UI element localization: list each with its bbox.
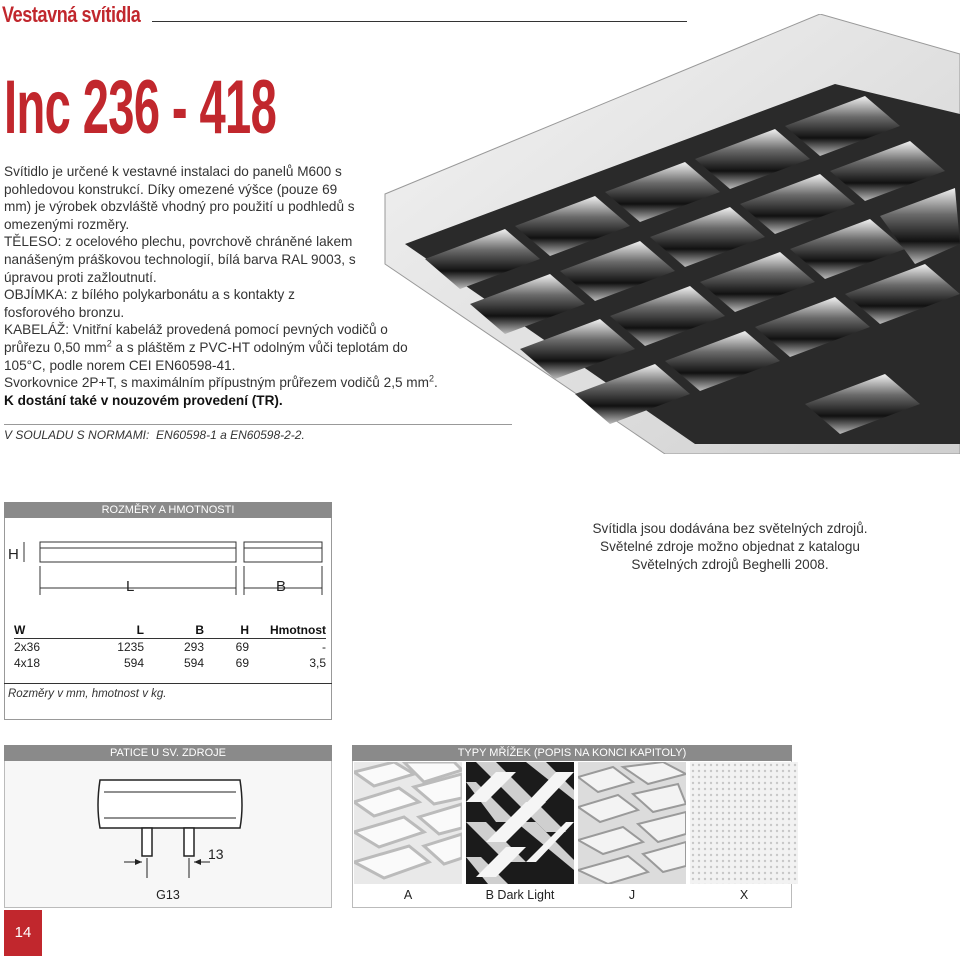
cell: 69 [235,656,249,670]
dimensions-header: ROZMĚRY A HMOTNOSTI [4,502,332,518]
norms-label: V SOULADU S NORMAMI: [4,428,150,442]
col-h: H [240,623,249,637]
description-socket: OBJÍMKA: z bílého polykarbonátu a s kontakty z fosforového bronzu. [4,287,295,320]
cell: 2x36 [14,640,41,654]
dimensions-table [14,622,326,671]
base-dim-label: 13 [208,846,224,862]
wiring-sup: 2 [106,338,112,349]
dim-label-h: H [8,546,19,563]
terminal-text-b: . [433,375,438,391]
cell: 3,5 [309,656,326,670]
cell: 1235 [117,640,144,654]
dimensions-rule [4,683,332,684]
terminal-text-a: Svorkovnice 2P+T, s maximálním přípustným průřezem vodičů 2,5 mm [4,375,429,391]
dimensions-diagram [4,520,332,610]
light-source-note [520,520,940,574]
description-emergency: K dostání také v nouzovém provedení (TR). [4,392,283,408]
grid-j-label: J [628,888,636,902]
table-header-row [14,622,326,639]
description-intro: Svítidlo je určené k vestavné instalaci do panelů M600 s pohledovou konstrukcí. Díky omezené výšce (pouze 69 mm) je výrobek obzvláště vhodný pro použití u podhledů s omezenými rozměry. [4,164,355,232]
grid-a-image [354,762,462,884]
dim-label-b: B [276,578,287,595]
col-w: W [14,623,26,637]
cell: 293 [183,640,204,654]
norms-value: EN60598-1 a EN60598-2-2. [156,428,305,442]
description-body: TĚLESO: z ocelového plechu, povrchově chráněné lakem nanášeným práškovou technologií, bílá barva RAL 9003, s úpravou proti zažloutnutí. [4,234,356,285]
table-row [14,639,326,655]
source-note-line: Světelných zdrojů Beghelli 2008. [631,557,829,572]
cell: 4x18 [14,656,41,670]
col-weight: Hmotnost [270,623,326,637]
wiring-text-a: KABELÁŽ: Vnitřní kabeláž provedená pomocí pevných vodičů o průřezu 0,50 mm [4,322,388,355]
cell: - [322,640,326,654]
source-note-line: Svítidla jsou dodávána bez světelných zdrojů. [592,521,868,536]
dimensions-note: Rozměry v mm, hmotnost v kg. [8,688,167,700]
table-row [14,655,326,671]
section-title: Vestavná svítidla [2,2,141,27]
dim-label-l: L [126,578,135,595]
cell: 69 [235,640,249,654]
grid-x-image [690,762,798,884]
grid-b-label: B Dark Light [485,888,555,902]
col-l: L [136,623,144,637]
source-note-line: Světelné zdroje možno objednat z katalogu [600,539,860,554]
cell: 594 [183,656,204,670]
product-title: Inc 236 - 418 [4,65,277,150]
base-caption: G13 [156,888,180,902]
col-b: B [195,623,204,637]
cell: 594 [123,656,144,670]
wiring-text-b: a s pláštěm z PVC-HT odolným vůči teplotám do 105°C, podle norem CEI EN60598-41. [4,339,408,373]
luminaire-illustration [365,14,960,454]
terminal-sup: 2 [428,373,434,384]
grid-a-label: A [403,888,413,902]
grid-j-image [578,762,686,884]
grid-b-dark-light-image [466,762,574,884]
base-header: PATICE U SV. ZDROJE [4,745,332,761]
page-number: 14 [4,910,42,956]
norms-line [4,428,305,442]
grids-header: TYPY MŘÍŽEK (POPIS NA KONCI KAPITOLY) [352,745,792,761]
g13-base-diagram [4,762,332,884]
grid-x-label: X [739,888,749,902]
